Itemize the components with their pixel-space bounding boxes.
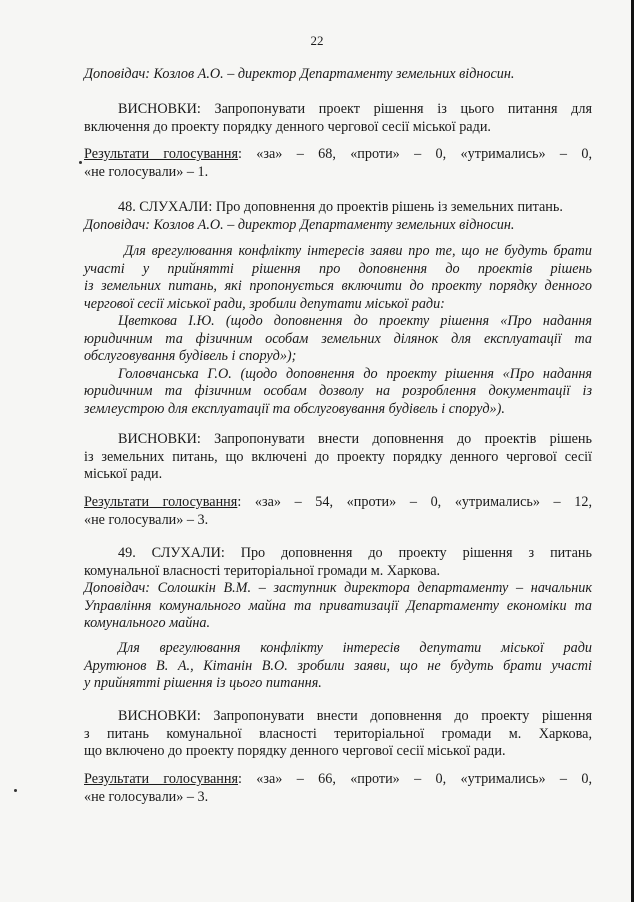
conclusion-paragraph: ВИСНОВКИ: Запропонувати проект рішення із цього питання для включення до проекту порядку денного чергової сесії міської ради. (84, 101, 592, 135)
item-49-voting-results: Результати голосування: «за» – 66, «проти» – 0, «утримались» – 0, «не голосували» – 3. (84, 771, 592, 805)
item-48-conclusion: ВИСНОВКИ: Запропонувати внести доповнення до проектів рішень із земельних питань, що включені до проекту порядку денного чергової сесії міської ради. (84, 431, 592, 482)
scan-speck (14, 789, 17, 792)
item-49-conclusion: ВИСНОВКИ: Запропонувати внести доповнення до проекту рішення з питань комунальної власності територіальної громади м. Харкова, що включено до проекту порядку денного чергової сесії міської ради. (84, 708, 592, 759)
item-48-conflict-statement: Для врегулювання конфлікту інтересів заяви про те, що не будуть брати участі у прийнятті рішення про доповнення до проектів рішень із земельних питань, які пропонується включити до проекту порядку денного чергової сесії міської ради, зробили депутати міської ради: Цветкова І.Ю. (щодо доповнення до проекту рішення «Про надання юридичним та фізичним особам земельних ділянок для експлуатації та обслуговування будівель і споруд»); Головчанська Г.О. (щодо доповнення до проекту рішення «Про надання юридичним та фізичним особам дозволу на розроблення документації із землеустрою для експлуатації та обслуговування будівель і споруд»). (84, 243, 592, 417)
item-49-heard: 49. СЛУХАЛИ: Про доповнення до проекту рішення з питань комунальної власності територіальної громади м. Харкова. (84, 545, 592, 579)
item-48-heard: 48. СЛУХАЛИ: Про доповнення до проектів рішень із земельних питань. Доповідач: Козлов А.О. – директор Департаменту земельних відносин. (84, 199, 563, 233)
item-48-voting-results: Результати голосування: «за» – 54, «проти» – 0, «утримались» – 12, «не голосували» – 3. (84, 494, 593, 528)
item-49-speaker: Доповідач: Солошкін В.М. – заступник директора департаменту – начальник Управління комунального майна та приватизації Департаменту економіки та комунального майна. (84, 580, 592, 631)
page-number: 22 (310, 33, 324, 48)
voting-results-label: Результати голосування (84, 494, 238, 510)
item-49-conflict-statement: Для врегулювання конфлікту інтересів депутати міської ради Арутюнов В. А., Кітанін В.О. зробили заяви, що не будуть брати участі у прийнятті рішення із цього питання. (84, 640, 592, 691)
voting-results: Результати голосування: «за» – 68, «проти» – 0, «утримались» – 0, «не голосували» – 1. (84, 146, 592, 180)
voting-results-label: Результати голосування (84, 146, 239, 162)
voting-results-label: Результати голосування (84, 771, 239, 787)
speaker-line: Доповідач: Козлов А.О. – директор Департаменту земельних відносин. (84, 66, 515, 82)
scan-speck (79, 161, 82, 164)
